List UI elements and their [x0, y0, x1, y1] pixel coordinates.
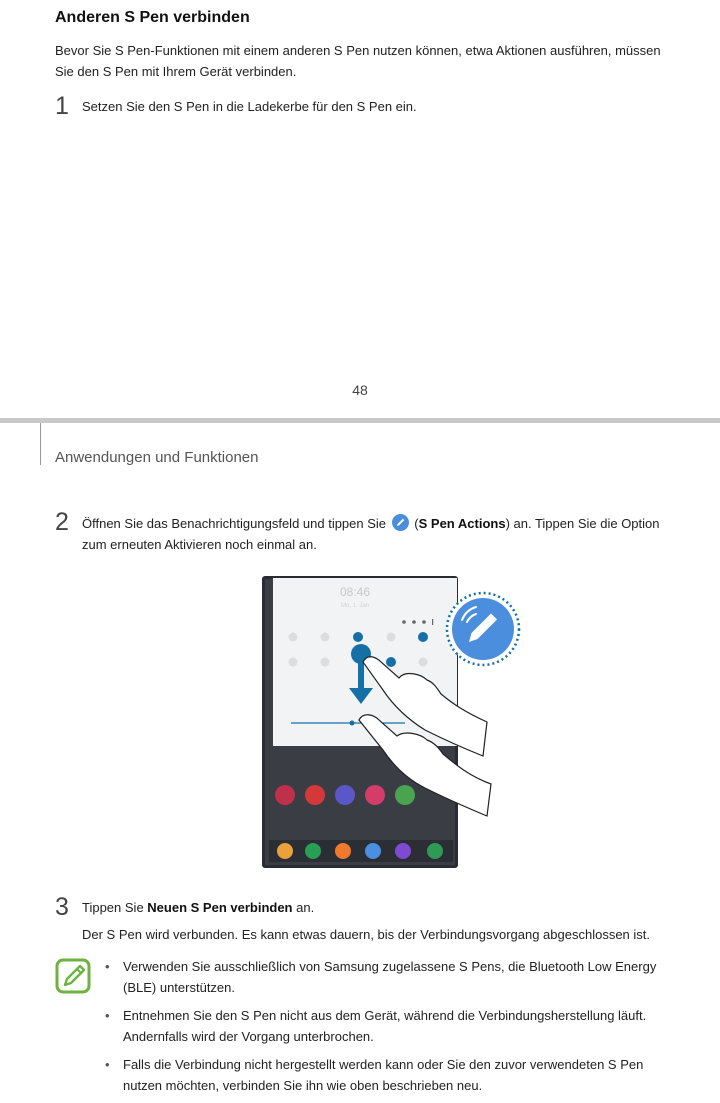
- step-3-bold: Neuen S Pen verbinden: [147, 900, 293, 915]
- page-divider: [0, 418, 720, 423]
- device-illustration: [255, 570, 535, 875]
- home-dock: [269, 840, 453, 862]
- note-icon: [55, 958, 91, 994]
- step-3-number: 3: [55, 893, 69, 921]
- step-2-text: [82, 513, 672, 555]
- note-item-2: • Entnehmen Sie den S Pen nicht aus dem Gerät, während die Verbindungsherstellung läuft. Andernfalls wird der Vorgang unterbrochen.: [105, 1005, 670, 1047]
- page-number: 48: [352, 382, 368, 398]
- step-2-number: 2: [55, 508, 69, 536]
- step-2-bold: S Pen Actions: [418, 516, 506, 531]
- screen-clock: 08:46: [339, 585, 371, 599]
- step-3-text-before: Tippen Sie: [82, 900, 144, 915]
- intro-paragraph: Bevor Sie S Pen-Funktionen mit einem anderen S Pen nutzen können, etwa Aktionen ausführen, müssen Sie den S Pen mit Ihrem Gerät verbinden.: [55, 43, 661, 79]
- step-3-text: [82, 897, 672, 918]
- section-heading: Anderen S Pen verbinden: [55, 9, 250, 26]
- step-2-text-before: Öffnen Sie das Benachrichtigungsfeld und tippen Sie: [82, 516, 387, 531]
- note-list: [105, 956, 670, 1103]
- section-title: Anwendungen und Funktionen: [55, 449, 259, 466]
- s-pen-actions-icon: [392, 514, 409, 531]
- screen-date: Mo, 1. Jan: [340, 603, 370, 609]
- step-3-followup: Der S Pen wird verbunden. Es kann etwas dauern, bis der Verbindungsvorgang abgeschlossen ist.: [82, 927, 651, 942]
- step-3-text-after: an.: [296, 900, 315, 915]
- step-2-text-after: ) an. Tippen Sie die Option zum erneuten Aktivieren noch einmal an.: [82, 516, 660, 552]
- note-item-1: • Verwenden Sie ausschließlich von Samsung zugelassene S Pens, die Bluetooth Low Energy (BLE) unterstützen.: [105, 956, 670, 998]
- section-marker: [40, 423, 41, 465]
- step-1-number: 1: [55, 92, 69, 120]
- step-2-paren: (: [414, 516, 419, 531]
- step-1-text: Setzen Sie den S Pen in die Ladekerbe für den S Pen ein.: [82, 99, 417, 114]
- note-item-3: • Falls die Verbindung nicht hergestellt werden kann oder Sie den zuvor verwendeten S Pen nutzen möchten, verbinden Sie ihn wie oben beschrieben neu.: [105, 1054, 670, 1096]
